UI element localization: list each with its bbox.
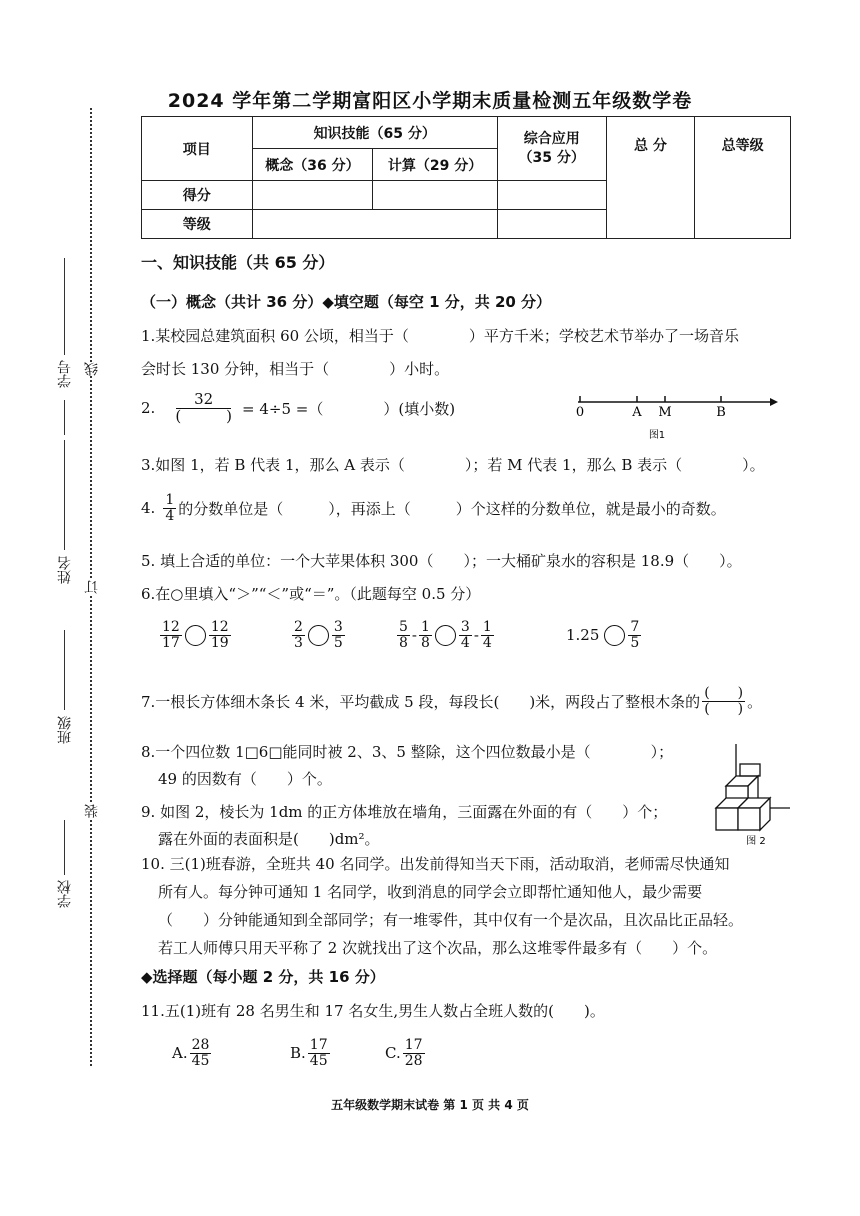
question-6: 6.在○里填入“＞”“＜”或“＝”。（此题每空 0.5 分） <box>141 585 481 603</box>
question-1-line2: 会时长 130 分钟，相当于（ ）小时。 <box>141 360 450 378</box>
question-10-line1: 10. 三(1)班春游，全班共 40 名同学。出发前得知当天下雨，活动取消，老师需尽快通知 <box>141 855 730 873</box>
question-2: 2. $\frac{32}{( )}$ = 4÷5 =（ ）(填小数) <box>141 390 456 425</box>
number-blank-2 <box>64 400 65 435</box>
option-b[interactable]: B. $\frac{17}{45}$ <box>290 1037 328 1069</box>
section-choice: ◆选择题（每小题 2 分，共 16 分） <box>141 968 385 986</box>
tick-label-0: 0 <box>575 405 585 420</box>
xian-mark: 线 <box>84 362 100 376</box>
figure-1-caption: 图1 <box>648 430 666 441</box>
total-grade-header: 总等级 <box>695 117 791 239</box>
compare-circle-a[interactable] <box>185 625 206 646</box>
grade-knowledge-cell <box>252 210 497 239</box>
total-header: 总 分 <box>606 117 695 239</box>
tick-label-b: B <box>716 405 726 420</box>
question-10-line3: （ ）分钟能通知到全部同学；有一堆零件，其中仅有一个是次品，且次品比正品轻。 <box>158 911 744 929</box>
question-5: 5. 填上合适的单位：一个大苹果体积 300（ ）；一大桶矿泉水的容积是 18.9（ ）。 <box>141 552 742 570</box>
score-calc-cell <box>373 181 498 210</box>
exam-title: 2024 学年第二学期富阳区小学期末质量检测五年级数学卷 <box>167 90 693 112</box>
zhuang-mark: 装 <box>84 804 100 818</box>
concept-header: 概念（36 分） <box>252 149 373 181</box>
question-3: 3.如图 1，若 B 代表 1，那么 A 表示（ ）；若 M 代表 1，那么 B 表示（ ）。 <box>141 456 765 474</box>
option-c[interactable]: C. $\frac{17}{28}$ <box>385 1037 423 1069</box>
grade-row-label: 等级 <box>142 210 253 239</box>
score-apply-cell <box>497 181 606 210</box>
question-6-item-c: $\frac{5}{8}$ - $\frac{1}{8}$ $\frac{3}{4}$ - $\frac{1}{4}$ <box>399 619 492 651</box>
number-label: 学号 <box>57 360 73 388</box>
section-knowledge: 一、知识技能（共 65 分） <box>141 253 335 272</box>
school-label: 学校 <box>57 880 73 908</box>
option-a[interactable]: A. $\frac{28}{45}$ <box>172 1037 210 1069</box>
grade-apply-cell <box>497 210 606 239</box>
calc-header: 计算（29 分） <box>373 149 498 181</box>
question-6-item-d: 1.25 $\frac{7}{5}$ <box>566 619 640 651</box>
question-6-item-b: $\frac{2}{3}$ $\frac{3}{5}$ <box>294 619 343 651</box>
class-blank <box>64 630 65 710</box>
question-8-line2: 49 的因数有（ ）个。 <box>158 770 332 788</box>
figure-2-cubes <box>700 738 800 848</box>
class-label: 班级 <box>57 716 73 744</box>
figure-2-caption: 图 2 <box>746 836 766 847</box>
item-header: 项目 <box>142 117 253 181</box>
score-table <box>141 116 791 239</box>
name-blank <box>64 440 65 550</box>
figure-1-number-line <box>562 392 780 442</box>
page-footer: 五年级数学期末试卷 第 1 页 共 4 页 <box>331 1098 529 1112</box>
question-1-line1: 1.某校园总建筑面积 60 公顷，相当于（ ）平方千米；学校艺术节举办了一场音乐 <box>141 327 739 345</box>
knowledge-header: 知识技能（65 分） <box>252 117 497 149</box>
question-7: 7.一根长方体细木条长 4 米，平均截成 5 段，每段长( )米，两段占了整根木条的 $\frac{( )}{( )}$ 。 <box>141 685 763 717</box>
question-11: 11.五(1)班有 28 名男生和 17 名女生,男生人数占全班人数的( )。 <box>141 1002 605 1020</box>
score-row-label: 得分 <box>142 181 253 210</box>
tick-label-m: M <box>658 405 672 420</box>
school-blank <box>64 820 65 875</box>
name-label: 姓名 <box>57 556 73 584</box>
question-9-line2: 露在外面的表面积是( )dm²。 <box>158 830 380 848</box>
apply-header: 综合应用 （35 分） <box>497 117 606 181</box>
compare-circle-c[interactable] <box>435 625 456 646</box>
compare-circle-b[interactable] <box>308 625 329 646</box>
question-4: 4. $\frac{1}{4}$ 的分数单位是（ ），再添上（ ）个这样的分数单位，就是最小的奇数。 <box>141 492 726 524</box>
ding-mark: 订 <box>84 580 100 594</box>
question-6-item-a: $\frac{12}{17}$ $\frac{12}{19}$ <box>162 619 229 651</box>
section-concept: （一）概念（共计 36 分）◆填空题（每空 1 分，共 20 分） <box>141 293 552 311</box>
score-concept-cell <box>252 181 373 210</box>
compare-circle-d[interactable] <box>604 625 625 646</box>
question-9-line1: 9. 如图 2，棱长为 1dm 的正方体堆放在墙角，三面露在外面的有（ ）个； <box>141 803 668 821</box>
question-8-line1: 8.一个四位数 1□6□能同时被 2、3、5 整除，这个四位数最小是（ ）； <box>141 743 674 761</box>
tick-label-a: A <box>632 405 642 420</box>
question-10-line2: 所有人。每分钟可通知 1 名同学，收到消息的同学会立即帮忙通知他人，最少需要 <box>158 883 703 901</box>
number-blank <box>64 258 65 355</box>
question-10-line4: 若工人师傅只用天平称了 2 次就找出了这个次品，那么这堆零件最多有（ ）个。 <box>158 939 718 957</box>
